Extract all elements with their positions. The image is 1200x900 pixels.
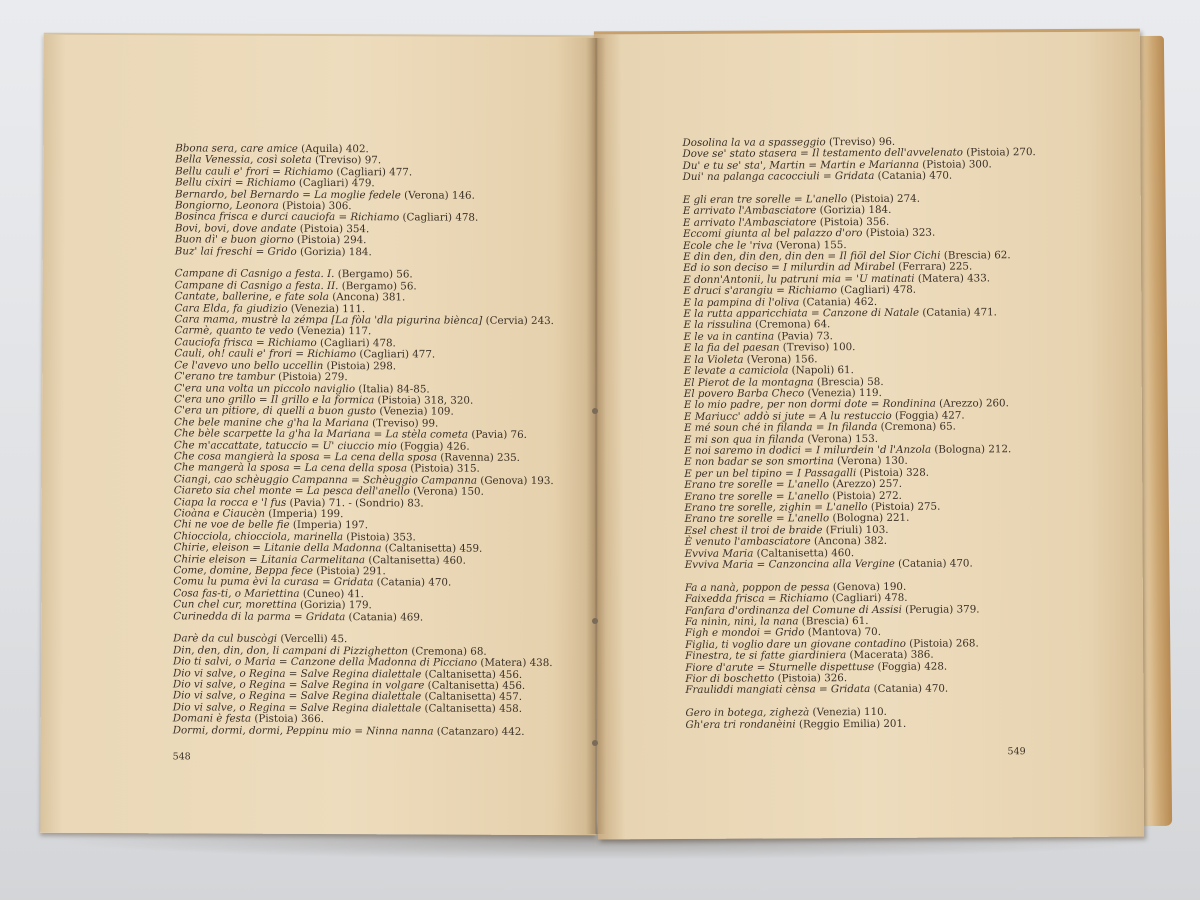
binding-stitch xyxy=(592,408,598,414)
song-title: Carmè, quanto te vedo xyxy=(174,324,294,338)
song-title: Cauciofa frisca = Richiamo xyxy=(174,336,317,349)
song-title: Che bèle scarpette la g'ha la Mariana = La stèla cometa xyxy=(173,427,469,441)
song-title: Din, den, din, don, li campani di Pizzighetton xyxy=(173,644,409,658)
song-title: Bovi, bovi, dove andate xyxy=(174,222,297,235)
song-title: E gli eran tre sorelle = L'anello xyxy=(682,193,848,206)
song-title: Fanfara d'ordinanza del Comune di Assisi xyxy=(684,603,902,617)
song-reference: (Foggia) 426. xyxy=(396,439,470,453)
song-title: Faixedda frisca = Richiamo xyxy=(684,592,829,606)
song-reference: (Venezia) 110. xyxy=(809,706,887,719)
song-reference: (Genova) 193. xyxy=(477,474,554,487)
song-title: C'era uno grillo = Il grillo e la formica xyxy=(174,393,375,407)
song-reference: (Napoli) 61. xyxy=(788,364,854,377)
song-title: Cun chel cur, morettina xyxy=(173,598,297,612)
song-reference: (Cagliari) 477. xyxy=(356,348,436,361)
left-page xyxy=(40,33,599,835)
song-title: Finestra, te si fatte giardiniera xyxy=(685,649,847,663)
song-reference: (Catania) 470. xyxy=(870,683,949,696)
binding-stitch xyxy=(592,618,598,624)
song-reference: (Vercelli) 45. xyxy=(277,633,348,646)
song-reference: (Cremona) 65. xyxy=(877,420,956,434)
song-title: Bellu cauli e' frori = Richiamo xyxy=(175,165,334,178)
song-title: Ciapa la rocca e 'l fus xyxy=(173,495,287,509)
song-title: E din den, din den, din den = Il fiöl del Sior Cichi xyxy=(683,249,941,264)
song-reference: (Verona) 130. xyxy=(833,455,908,468)
song-title: Dove se' stato stasera = Il testamento dell'avvelenato xyxy=(682,146,964,161)
song-reference: (Catania) 470. xyxy=(894,557,973,570)
song-reference: (Arezzo) 257. xyxy=(829,477,903,491)
song-reference: (Catania) 470. xyxy=(373,576,452,589)
song-reference: (Gorizia) 179. xyxy=(296,599,372,612)
page-number-left: 548 xyxy=(172,751,191,763)
song-reference: (Matera) 433. xyxy=(914,272,991,285)
song-reference: (Pistoia) 356. xyxy=(816,215,890,229)
song-reference: (Aquila) 402. xyxy=(297,142,369,156)
song-reference: (Venezia) 119. xyxy=(804,386,882,400)
song-title: Ciangi, cao schèuggio Campanna = Schèuggio Campanna xyxy=(173,473,478,487)
song-title: El povero Barba Checo xyxy=(683,387,805,400)
song-title: Chiocciola, chiocciola, marinella xyxy=(173,530,344,543)
song-title: E noi saremo in dodici = I milurdein 'd l'Anzola xyxy=(684,443,932,457)
song-title: Dosolina la va a spasseggio xyxy=(682,136,826,149)
index-entry xyxy=(685,717,1115,731)
song-title: Bella Venessia, così soleta xyxy=(175,153,312,167)
song-title: E arrivato l'Ambasciatore xyxy=(682,216,817,229)
song-title: Fiore d'arute = Sturnelle dispettuse xyxy=(685,660,875,674)
song-title: Che mangerà la sposa = La cena della sposa xyxy=(173,461,408,475)
song-title: Bernardo, bel Bernardo = La moglie fedele xyxy=(175,187,401,201)
song-title: E levate a camiciola xyxy=(683,364,789,378)
song-reference: (Treviso) 97. xyxy=(311,154,382,167)
song-reference: (Macerata) 386. xyxy=(846,648,934,662)
song-reference: (Ferrara) 225. xyxy=(894,260,973,274)
song-title: Cara Elda, fa giudizio xyxy=(174,302,288,315)
song-title: E la fia del paesan xyxy=(683,341,780,355)
song-title: È venuto l'ambasciatore xyxy=(684,535,811,549)
song-title: E le va in cantina xyxy=(683,330,775,343)
song-reference: (Arezzo) 260. xyxy=(935,397,1009,410)
song-reference: (Reggio Emilia) 201. xyxy=(795,717,907,731)
song-title: Erano tre sorelle = L'anello xyxy=(684,478,830,492)
index-column-left xyxy=(173,143,586,738)
song-title: Cantate, ballerine, e fate sola xyxy=(174,290,329,304)
song-reference: (Cagliari) 478. xyxy=(399,211,479,225)
song-title: E mé soun ché in filanda = In filanda xyxy=(683,421,878,435)
song-title: Du' e tu se' sta', Martin = Martin e Marianna xyxy=(682,158,920,172)
song-reference: (Catanzaro) 442. xyxy=(433,725,525,738)
song-title: Cosa fas-ti, o Mariettina xyxy=(173,587,300,600)
song-reference: (Pistoia) 354. xyxy=(296,222,370,236)
song-reference: (Verona) 146. xyxy=(400,188,475,202)
song-reference: (Pistoia) 326. xyxy=(774,672,848,685)
song-title: E non badar se son smortina xyxy=(684,455,834,469)
song-reference: (Genova) 190. xyxy=(829,580,907,594)
song-title: E druci s'arangiu = Richiamo xyxy=(683,284,838,298)
song-title: Erano tre sorelle = L'anello xyxy=(684,512,830,526)
song-title: Frauliddi mangiati cènsa = Gridata xyxy=(685,683,871,697)
song-title: Ciareto sia chel monte = La pesca dell'anello xyxy=(173,484,410,498)
song-title: Figh e mondoi = Grido xyxy=(685,626,805,640)
song-title: Darè da cul buscògi xyxy=(173,632,278,646)
song-title: Dui' na palanga cacocciuli = Gridata xyxy=(682,170,875,184)
song-reference: (Venezia) 109. xyxy=(376,405,454,418)
song-reference: (Pistoia) 318, 320. xyxy=(374,394,474,407)
song-title: Cauli, oh! cauli e' frori = Richiamo xyxy=(174,347,357,361)
song-title: Come, domine, Beppa fece xyxy=(173,564,314,577)
song-title: E mi son qua in filanda xyxy=(683,432,805,446)
song-title: Gero in botega, zighezà xyxy=(685,706,810,720)
song-title: Curinedda di la parma = Gridata xyxy=(173,610,346,623)
song-reference: (Caltanisetta) 457. xyxy=(421,690,523,704)
song-reference: (Pistoia) 270. xyxy=(962,146,1036,159)
song-reference: (Pistoia) 366. xyxy=(251,712,324,726)
song-reference: (Treviso) 96. xyxy=(825,135,896,149)
song-title: Domani è festa xyxy=(172,712,252,725)
song-reference: (Foggia) 428. xyxy=(874,660,948,673)
song-reference: (Ancona) 382. xyxy=(810,535,888,548)
song-reference: (Caltanisetta) 460. xyxy=(753,546,855,560)
song-reference: (Pistoia) 298. xyxy=(323,359,397,373)
song-reference: (Italia) 84-85. xyxy=(355,382,430,395)
song-reference: (Gorizia) 184. xyxy=(816,204,892,217)
song-reference: (Pistoia) 294. xyxy=(293,234,367,247)
song-title: Figlia, ti voglio dare un giovane contadino xyxy=(685,637,906,651)
song-reference: (Caltanisetta) 459. xyxy=(381,542,483,555)
song-title: E arrivato l'Ambasciatore xyxy=(682,204,817,218)
song-reference: (Brescia) 61. xyxy=(798,615,869,628)
song-title: Campane di Casnigo a festa. II. xyxy=(174,279,339,292)
song-title: Ecole che le 'riva xyxy=(682,239,773,252)
song-reference: (Bergamo) 56. xyxy=(338,279,417,293)
song-title: Bbona sera, care amice xyxy=(175,142,298,155)
song-reference: (Caltanisetta) 460. xyxy=(365,553,466,567)
book-spine xyxy=(586,38,606,834)
song-title: C'era un pitiore, di quelli a buon gusto xyxy=(174,404,377,418)
song-title: Che bele manine che g'ha la Mariana xyxy=(174,416,369,429)
song-title: Ce l'avevo uno bello uccellin xyxy=(174,359,324,372)
song-title: Dio vi salve, o Regina = Salve Regina dialettale xyxy=(172,701,422,715)
song-title: Dormi, dormi, dormi, Peppinu mio = Ninna nanna xyxy=(172,724,434,738)
song-reference: (Bergamo) 56. xyxy=(334,268,413,281)
song-reference: (Treviso) 99. xyxy=(368,416,439,430)
song-title: El Pierot de la montagna xyxy=(683,375,814,389)
song-title: Campane di Casnigo a festa. I. xyxy=(174,267,335,281)
song-reference: (Ancona) 381. xyxy=(328,291,406,304)
song-reference: (Verona) 156. xyxy=(743,352,818,366)
song-reference: (Treviso) 100. xyxy=(779,341,856,354)
song-reference: (Pistoia) 328. xyxy=(856,466,930,479)
song-title: Bellu cixiri = Richiamo xyxy=(175,176,296,190)
song-reference: (Cremona) 68. xyxy=(408,645,487,658)
song-title: Bongiorno, Leonora xyxy=(174,199,279,212)
song-reference: (Brescia) 58. xyxy=(813,375,884,388)
song-reference: (Caltanisetta) 456. xyxy=(421,668,523,681)
song-title: Bosinca frisca e durci cauciofa = Richiamo xyxy=(174,210,400,224)
index-entry xyxy=(173,725,583,738)
song-reference: (Cagliari) 478. xyxy=(828,592,908,605)
song-title: Cioàna e Ciaucèn xyxy=(173,507,266,520)
song-reference: (Perugia) 379. xyxy=(901,603,980,616)
song-reference: (Verona) 153. xyxy=(804,432,879,445)
song-reference: (Cagliari) 477. xyxy=(333,165,413,179)
song-title: Cara mama, mustrè la zémpa [La fòla 'dla pigurina biènca] xyxy=(174,313,483,327)
song-title: Dio vi salve, o Regina = Salve Regina dialettale xyxy=(172,667,422,681)
song-title: Che cosa mangierà la sposa = La cena della sposa xyxy=(173,450,438,464)
song-reference: (Catania) 470. xyxy=(874,169,953,183)
song-title: E la Violeta xyxy=(683,353,744,366)
song-title: Chirie eleison = Litania Carmelitana xyxy=(173,552,366,566)
song-reference: (Pistoia) 274. xyxy=(847,192,921,206)
song-reference: (Cervia) 243. xyxy=(482,314,554,328)
index-entry xyxy=(175,246,585,259)
song-reference: (Verona) 155. xyxy=(772,238,847,252)
song-title: E donn'Antonii, lu patruni mia = 'U matinati xyxy=(683,272,915,286)
song-reference: (Caltanisetta) 456. xyxy=(424,679,526,692)
song-reference: (Pavia) 76. xyxy=(468,428,527,442)
song-reference: (Friuli) 103. xyxy=(822,523,889,537)
song-title: Evviva Maria = Canzoncina alla Vergine xyxy=(684,557,895,571)
song-reference: (Cagliari) 478. xyxy=(316,336,396,350)
song-title: Fa ninìn, ninì, la nana xyxy=(684,615,799,628)
song-reference: (Mantova) 70. xyxy=(804,626,882,639)
song-reference: (Pistoia) 279. xyxy=(274,370,348,384)
song-title: E lo mio padre, per non dormi dote = Rondinina xyxy=(683,397,936,412)
song-reference: (Foggia) 427. xyxy=(891,409,965,422)
song-reference: (Pistoia) 268. xyxy=(905,637,979,650)
song-title: Comu lu puma èvi la curasa = Gridata xyxy=(173,575,374,589)
song-reference: (Cagliari) 478. xyxy=(836,284,917,297)
song-reference: (Catania) 462. xyxy=(799,295,878,309)
song-reference: (Caltanisetta) 458. xyxy=(421,702,523,715)
index-column-right xyxy=(682,136,1115,731)
page-number-right: 549 xyxy=(1007,746,1026,758)
song-title: E la rissulina xyxy=(683,319,752,332)
song-reference: (Cremona) 64. xyxy=(751,318,831,332)
song-reference: (Verona) 150. xyxy=(409,485,484,498)
song-reference: (Imperia) 197. xyxy=(289,519,369,532)
song-title: Chirie, eleison = Litanie della Madonna xyxy=(173,541,382,555)
binding-stitch xyxy=(592,740,598,746)
song-title: C'era una volta un piccolo naviglio xyxy=(174,381,356,395)
song-reference: (Pistoia) 306. xyxy=(278,199,352,213)
song-title: Buz' lai freschi = Grido xyxy=(174,245,297,258)
song-title: Erano tre sorelle = L'anello xyxy=(684,489,830,503)
song-reference: (Pavia) 71. - (Sondrio) 83. xyxy=(286,496,424,510)
song-title: Dio ti salvi, o Maria = Canzone della Madonna di Picciano xyxy=(172,655,478,669)
song-reference: (Cagliari) 479. xyxy=(295,177,375,190)
song-title: Gh'era tri rondanèini xyxy=(685,718,796,731)
song-title: Evviva Maria xyxy=(684,547,754,560)
song-reference: (Catania) 471. xyxy=(919,306,997,319)
song-title: C'erano tre tambur xyxy=(174,370,275,383)
song-title: Esel chest il troi de braide xyxy=(684,524,823,537)
song-reference: (Gorizia) 184. xyxy=(296,245,372,258)
song-reference: (Pistoia) 353. xyxy=(343,530,416,544)
song-title: Eccomi giunta al bel palazzo d'oro xyxy=(682,227,863,241)
song-reference: (Imperia) 199. xyxy=(264,507,344,521)
song-title: Chi ne voe de belle fie xyxy=(173,518,290,532)
song-title: Dio vi salve, o Regina = Salve Regina in volgare xyxy=(172,678,425,692)
song-title: Dio vi salve, o Regina = Salve Regina dialettale xyxy=(172,689,422,703)
song-title: Buon dì' e buon giorno xyxy=(174,233,294,247)
song-title: Erano tre sorelle, zighin = L'anello xyxy=(684,500,868,514)
song-reference: (Brescia) 62. xyxy=(940,249,1011,262)
song-title: E la pampina di l'oliva xyxy=(683,296,800,309)
song-reference: (Pistoia) 291. xyxy=(313,564,386,578)
song-reference: (Bologna) 221. xyxy=(829,512,910,525)
song-reference: (Matera) 438. xyxy=(477,656,553,670)
song-title: Che m'accattate, tatuccio = U' ciuccio mio xyxy=(173,438,397,452)
song-title: Fa a nanà, poppon de pessa xyxy=(684,581,830,594)
song-reference: (Venezia) 111. xyxy=(287,302,366,315)
song-reference: (Catania) 469. xyxy=(345,610,424,624)
song-title: E la rutta apparicchiata = Canzone di Natale xyxy=(683,306,920,321)
index-entry xyxy=(173,611,583,624)
song-title: E Mariucc' addò si jute = A lu restuccio xyxy=(683,409,892,423)
song-reference: (Venezia) 117. xyxy=(293,325,372,338)
song-reference: (Bologna) 212. xyxy=(931,443,1012,456)
song-reference: (Pistoia) 275. xyxy=(867,500,941,513)
song-title: E per un bel tipino = I Passagalli xyxy=(684,466,857,480)
song-reference: (Pistoia) 323. xyxy=(862,226,936,240)
song-reference: (Ravenna) 235. xyxy=(436,451,520,464)
song-reference: (Pavia) 73. xyxy=(774,330,833,343)
song-title: Ed io son deciso = I milurdin ad Mirabel xyxy=(683,261,896,275)
song-reference: (Pistoia) 300. xyxy=(918,158,992,171)
right-page xyxy=(594,29,1144,840)
song-reference: (Pistoia) 315. xyxy=(406,462,480,476)
song-reference: (Cuneo) 41. xyxy=(299,587,365,601)
song-title: Fior di boschetto xyxy=(685,672,775,686)
song-reference: (Pistoia) 272. xyxy=(829,489,902,502)
